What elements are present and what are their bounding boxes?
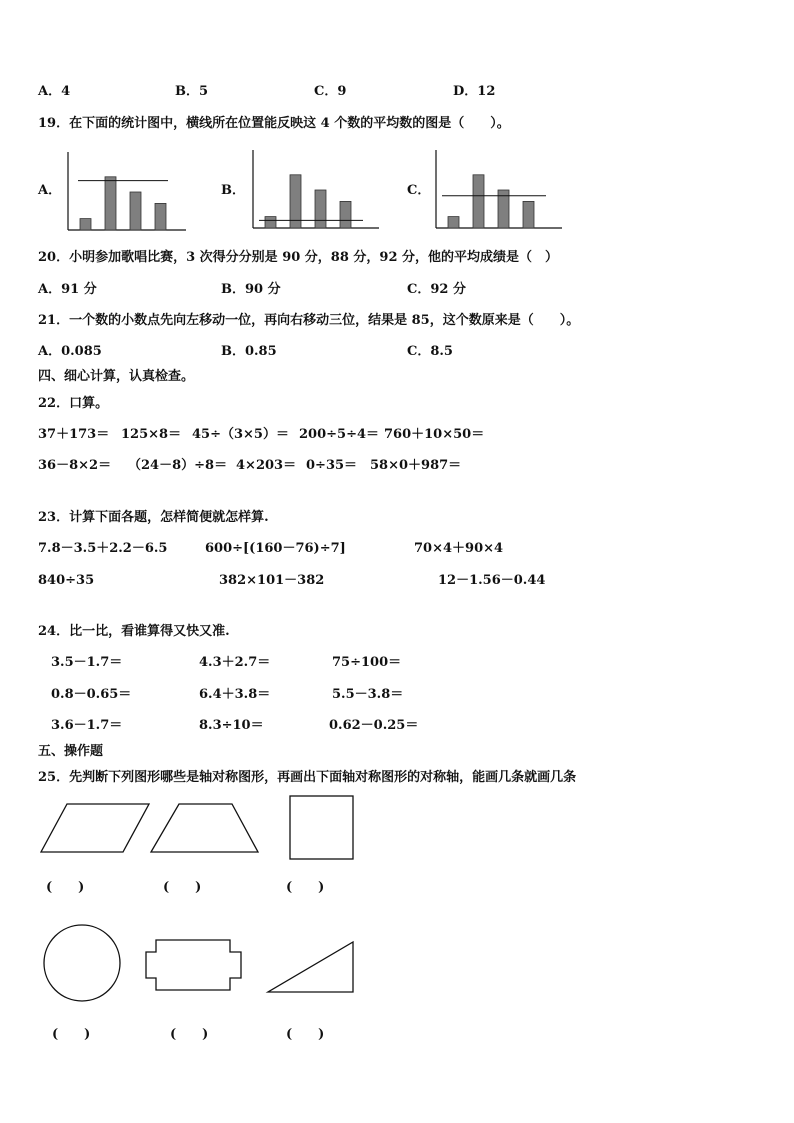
rectangle-shape [290, 796, 353, 859]
bar-a-3 [130, 192, 141, 230]
q25-shapes-row2 [0, 920, 794, 1005]
bar-b-4 [340, 201, 351, 228]
q18-option-a: A．4 [38, 84, 71, 99]
q24-item: 8.3÷10＝ [199, 718, 264, 733]
q23-stem: 23．计算下面各题，怎样简便就怎样算. [38, 510, 269, 525]
q22-stem: 22．口算。 [38, 396, 109, 411]
q25-shapes-row1 [0, 790, 794, 870]
parallelogram-shape [41, 804, 149, 852]
q22-item: 0÷35＝ [306, 458, 358, 473]
section5-title: 五、操作题 [38, 744, 104, 759]
bar-b-1 [265, 217, 276, 228]
q24-item: 3.5－1.7＝ [51, 655, 123, 670]
q21-option-c: C．8.5 [407, 344, 453, 359]
bar-a-4 [155, 203, 166, 230]
right-triangle-shape [268, 942, 353, 992]
q21-option-a: A．0.085 [38, 344, 102, 359]
q18-option-d: D．12 [453, 84, 496, 99]
bar-c-1 [448, 217, 459, 228]
q24-stem: 24．比一比，看谁算得又快又准. [38, 624, 230, 639]
answer-blank[interactable]: ( ) [163, 880, 202, 895]
q24-item: 75÷100＝ [332, 655, 402, 670]
q20-option-b: B．90 分 [221, 282, 281, 297]
q24-item: 3.6－1.7＝ [51, 718, 123, 733]
notched-rectangle-shape [146, 940, 241, 990]
answer-blank[interactable]: ( ) [170, 1027, 209, 1042]
q20-option-a: A．91 分 [38, 282, 97, 297]
section4-title: 四、细心计算，认真检查。 [38, 369, 195, 384]
q22-item: 58×0＋987＝ [370, 458, 462, 473]
q22-item: 200÷5÷4＝ [299, 427, 380, 442]
q19-chart-b [245, 148, 385, 232]
q22-item: 125×8＝ [121, 427, 182, 442]
q24-item: 4.3＋2.7＝ [199, 655, 271, 670]
q23-item: 840÷35 [38, 573, 95, 588]
q19-label-b: B． [221, 183, 245, 198]
answer-blank[interactable]: ( ) [46, 880, 85, 895]
q21-stem: 21．一个数的小数点先向左移动一位，再向右移动三位，结果是 85，这个数原来是（ ）。 [38, 313, 580, 328]
bar-c-2 [473, 175, 484, 228]
q20-option-c: C．92 分 [407, 282, 466, 297]
q23-item: 70×4＋90×4 [414, 541, 504, 556]
bar-b-3 [315, 190, 326, 228]
q23-item: 600÷[(160－76)÷7] [205, 541, 346, 556]
q24-item: 5.5－3.8＝ [332, 687, 404, 702]
q20-stem: 20．小明参加歌唱比赛，3 次得分分别是 90 分，88 分，92 分，他的平均成绩是（ ） [38, 250, 559, 265]
q21-option-b: B．0.85 [221, 344, 277, 359]
q19-label-a: A． [38, 183, 62, 198]
q22-item: 37＋173＝ [38, 427, 110, 442]
q25-stem: 25．先判断下列图形哪些是轴对称图形，再画出下面轴对称图形的对称轴，能画几条就画几条 [38, 770, 577, 785]
q22-item: 45÷（3×5）＝ [192, 427, 289, 442]
q24-item: 0.8－0.65＝ [51, 687, 132, 702]
answer-blank[interactable]: ( ) [286, 1027, 325, 1042]
q19-chart-c [428, 148, 568, 232]
trapezoid-shape [151, 804, 258, 852]
q22-item: 4×203＝ [236, 458, 297, 473]
bar-c-4 [523, 201, 534, 228]
q23-item: 12－1.56－0.44 [438, 573, 546, 588]
q18-option-b: B．5 [175, 84, 209, 99]
bar-a-1 [80, 219, 91, 230]
q23-item: 7.8－3.5＋2.2－6.5 [38, 541, 168, 556]
q22-item: 760＋10×50＝ [384, 427, 485, 442]
q19-chart-a [60, 150, 200, 232]
q22-item: （24－8）÷8＝ [128, 458, 228, 473]
q19-stem: 19．在下面的统计图中，横线所在位置能反映这 4 个数的平均数的图是（ ）。 [38, 116, 510, 131]
bar-a-2 [105, 177, 116, 230]
q19-label-c: C． [407, 183, 431, 198]
q18-option-c: C．9 [314, 84, 347, 99]
q24-item: 6.4＋3.8＝ [199, 687, 271, 702]
q24-item: 0.62－0.25＝ [329, 718, 419, 733]
circle-shape [44, 925, 120, 1001]
q23-item: 382×101－382 [219, 573, 325, 588]
answer-blank[interactable]: ( ) [286, 880, 325, 895]
answer-blank[interactable]: ( ) [52, 1027, 91, 1042]
q22-item: 36－8×2＝ [38, 458, 112, 473]
